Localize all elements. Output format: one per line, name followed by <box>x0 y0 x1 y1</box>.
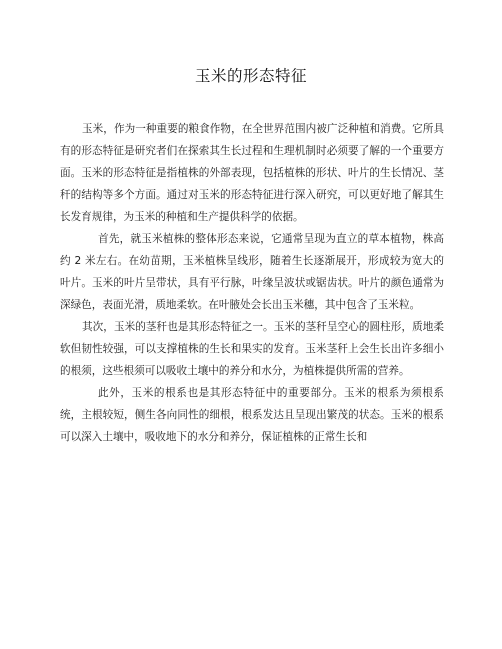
paragraph-intro: 玉米，作为一种重要的粮食作物，在全世界范围内被广泛种植和消费。它所具有的形态特征是研究者们在探索其生长过程和生理机制时必须要了解的一个重要方面。玉米的形态特征是指植株的外部表现，包括植株的形状、叶片的生长情况、茎秆的结构等多个方面。通过对玉米的形态特征进行深入研究，可以更好地了解其生长发育规律，为玉米的种植和生产提供科学的依据。 <box>60 123 444 223</box>
document-title: 玉米的形态特征 <box>194 67 307 85</box>
document-body <box>60 118 444 448</box>
paragraph-root: 此外，玉米的根系也是其形态特征中的重要部分。玉米的根系为须根系统，主根较短，侧生各向同性的细根，根系发达且呈现出繁茂的状态。玉米的根系可以深入土壤中，吸收地下的水分和养分，保证植株的正常生长和 <box>60 387 444 443</box>
paragraph-plant-shape: 首先，就玉米植株的整体形态来说，它通常呈现为直立的草本植物，株高约 2 米左右。在幼苗期，玉米植株呈线形，随着生长逐渐展开，形成较为宽大的叶片。玉米的叶片呈带状，具有平行脉，叶缘呈波状或锯齿状。叶片的颜色通常为深绿色，表面光滑，质地柔软。在叶腋处会长出玉米穗，其中包含了玉米粒。 <box>60 233 444 311</box>
paragraph-stem: 其次，玉米的茎秆也是其形态特征之一。玉米的茎秆呈空心的圆柱形，质地柔软但韧性较强，可以支撑植株的生长和果实的发育。玉米茎秆上会生长出许多细小的根须，这些根须可以吸收土壤中的养分和水分，为植株提供所需的营养。 <box>60 321 444 377</box>
